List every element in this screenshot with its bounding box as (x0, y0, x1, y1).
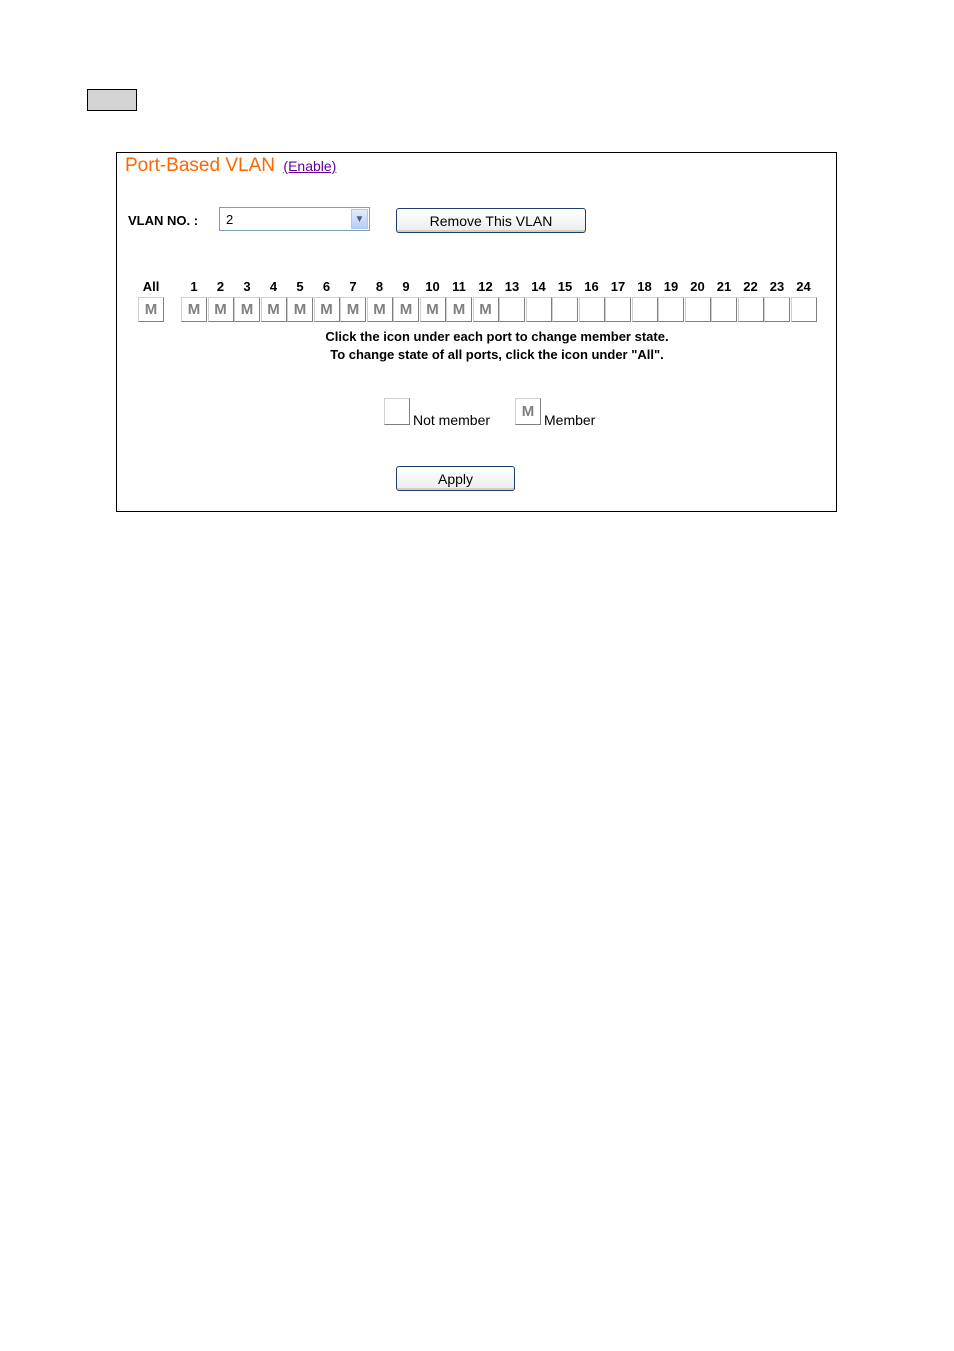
port-member-toggle-4[interactable]: M (261, 297, 287, 322)
port-member-toggle-15[interactable] (552, 297, 578, 322)
port-based-vlan-panel (116, 152, 837, 512)
chevron-down-icon[interactable]: ▼ (351, 209, 368, 229)
port-label-7: 7 (349, 279, 357, 294)
instruction-line-2: To change state of all ports, click the icon under "All". (330, 347, 664, 362)
remove-vlan-button[interactable]: Remove This VLAN (396, 208, 586, 233)
legend-not-member-box (384, 398, 410, 425)
port-label-22: 22 (743, 279, 758, 294)
port-member-toggle-5[interactable]: M (287, 297, 313, 322)
port-member-toggle-17[interactable] (605, 297, 631, 322)
port-label-15: 15 (557, 279, 573, 294)
port-label-14: 14 (531, 279, 546, 294)
vlan-no-label: VLAN NO. : (128, 213, 199, 228)
enable-link[interactable]: (Enable) (283, 158, 337, 174)
port-member-toggle-20[interactable] (685, 297, 711, 322)
port-member-toggle-24[interactable] (791, 297, 817, 322)
port-member-toggle-21[interactable] (711, 297, 737, 322)
port-label-9: 9 (402, 279, 410, 294)
port-member-toggle-6[interactable]: M (314, 297, 340, 322)
port-label-13: 13 (504, 279, 520, 294)
port-label-18: 18 (637, 279, 652, 294)
port-label-2: 2 (216, 279, 225, 294)
port-member-toggle-16[interactable] (579, 297, 605, 322)
legend-not-member-label: Not member (413, 412, 491, 428)
port-label-12: 12 (478, 279, 493, 294)
port-member-toggle-13[interactable] (499, 297, 525, 322)
port-label-16: 16 (584, 279, 599, 294)
apply-button[interactable]: Apply (396, 466, 515, 491)
vlan-no-value: 2 (226, 212, 234, 227)
port-member-toggle-7[interactable]: M (340, 297, 366, 322)
port-member-toggle-19[interactable] (658, 297, 684, 322)
vlan-no-select[interactable] (219, 207, 370, 231)
port-label-17: 17 (610, 279, 626, 294)
title-text: Port-Based VLAN (125, 155, 275, 176)
port-member-toggle-9[interactable]: M (393, 297, 419, 322)
all-label: All (142, 279, 160, 294)
port-label-19: 19 (663, 279, 679, 294)
port-label-5: 5 (296, 279, 304, 294)
port-label-23: 23 (769, 279, 785, 294)
top-gray-box (87, 89, 137, 111)
port-member-toggle-10[interactable]: M (420, 297, 446, 322)
port-label-10: 10 (425, 279, 440, 294)
port-label-4: 4 (269, 279, 278, 294)
all-ports-toggle[interactable]: M (138, 297, 164, 322)
port-label-8: 8 (375, 279, 384, 294)
port-label-6: 6 (322, 279, 331, 294)
legend-member-label: Member (544, 412, 596, 428)
port-label-21: 21 (716, 279, 732, 294)
port-member-toggle-11[interactable]: M (446, 297, 472, 322)
port-label-1: 1 (190, 279, 198, 294)
port-member-toggle-2[interactable]: M (208, 297, 234, 322)
instruction-line-1: Click the icon under each port to change member state. (325, 329, 669, 344)
port-label-11: 11 (452, 279, 466, 294)
port-member-toggle-14[interactable] (526, 297, 552, 322)
port-member-toggle-3[interactable]: M (234, 297, 260, 322)
port-member-toggle-18[interactable] (632, 297, 658, 322)
port-member-toggle-1[interactable]: M (181, 297, 207, 322)
legend-member-box: M (515, 398, 541, 425)
port-member-toggle-22[interactable] (738, 297, 764, 322)
port-label-20: 20 (690, 279, 705, 294)
panel-title (125, 155, 336, 177)
port-member-toggle-23[interactable] (764, 297, 790, 322)
port-label-3: 3 (243, 279, 251, 294)
port-label-24: 24 (796, 279, 811, 294)
port-member-toggle-12[interactable]: M (473, 297, 499, 322)
port-member-toggle-8[interactable]: M (367, 297, 393, 322)
